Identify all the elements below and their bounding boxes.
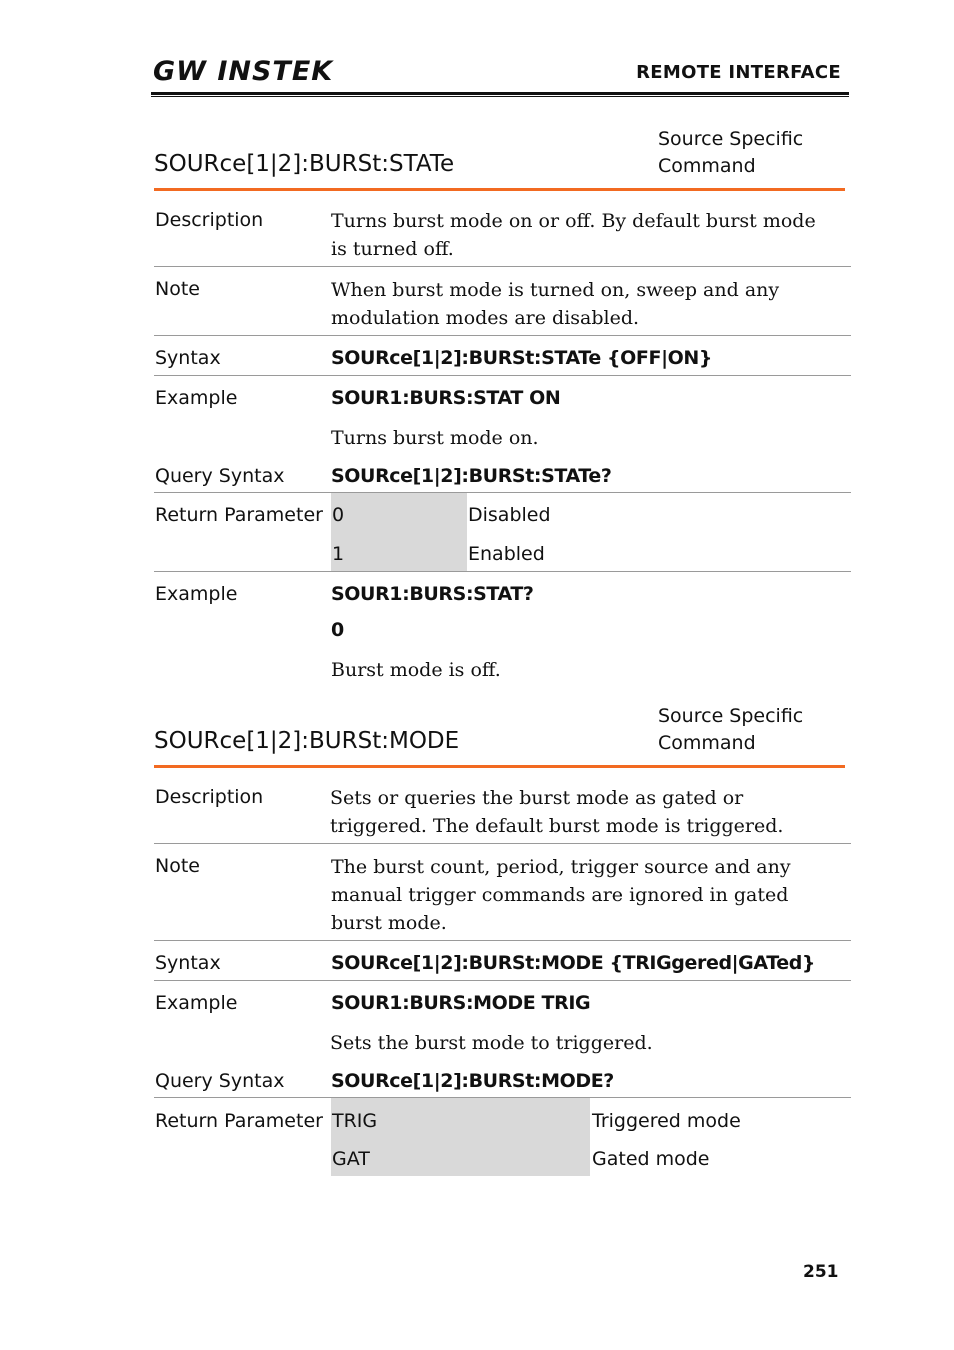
syntax-label: Syntax bbox=[155, 347, 221, 369]
note-line: manual trigger commands are ignored in gated bbox=[331, 884, 789, 906]
command-type bbox=[658, 703, 803, 757]
command-type-line1: Source Specific bbox=[658, 705, 804, 727]
example-return: 0 bbox=[331, 619, 344, 641]
return-parameter-label: Return Parameter bbox=[155, 504, 323, 526]
description-label: Description bbox=[155, 786, 264, 808]
return-value-column bbox=[331, 493, 467, 571]
return-value: TRIG bbox=[332, 1110, 378, 1132]
command-type-line2: Command bbox=[658, 155, 756, 177]
example-label: Example bbox=[155, 583, 238, 605]
row-divider bbox=[154, 375, 851, 376]
command-type bbox=[658, 126, 803, 180]
description-text bbox=[331, 207, 816, 263]
example-description: Sets the burst mode to triggered. bbox=[330, 1032, 653, 1054]
description-text bbox=[330, 784, 783, 840]
syntax-value: SOURce[1|2]:BURSt:MODE {TRIGgered|GATed} bbox=[331, 952, 816, 974]
note-line: burst mode. bbox=[331, 912, 447, 934]
note-line: When burst mode is turned on, sweep and any bbox=[331, 279, 780, 301]
example-label: Example bbox=[155, 387, 238, 409]
note-label: Note bbox=[155, 278, 200, 300]
syntax-label: Syntax bbox=[155, 952, 221, 974]
row-divider bbox=[154, 843, 851, 844]
command-title: SOURce[1|2]:BURSt:STATe bbox=[154, 151, 455, 177]
description-line: Sets or queries the burst mode as gated or bbox=[330, 787, 744, 809]
query-syntax-label: Query Syntax bbox=[155, 465, 285, 487]
row-divider bbox=[154, 492, 851, 493]
note-text bbox=[331, 276, 779, 332]
description-label: Description bbox=[155, 209, 264, 231]
example-description: Turns burst mode on. bbox=[331, 427, 539, 449]
return-parameter-label: Return Parameter bbox=[155, 1110, 323, 1132]
example-command: SOUR1:BURS:STAT? bbox=[331, 583, 534, 605]
query-syntax-value: SOURce[1|2]:BURSt:STATe? bbox=[331, 465, 612, 487]
description-line: Turns burst mode on or off. By default burst mode bbox=[331, 210, 816, 232]
example-description: Burst mode is off. bbox=[331, 659, 501, 681]
header-rule bbox=[151, 92, 849, 95]
return-value: GAT bbox=[332, 1148, 370, 1170]
query-syntax-label: Query Syntax bbox=[155, 1070, 285, 1092]
return-meaning: Gated mode bbox=[592, 1148, 710, 1170]
row-divider bbox=[154, 335, 851, 336]
row-divider bbox=[154, 940, 851, 941]
return-value: 1 bbox=[332, 543, 345, 565]
return-meaning: Triggered mode bbox=[592, 1110, 741, 1132]
return-meaning: Disabled bbox=[468, 504, 551, 526]
query-syntax-value: SOURce[1|2]:BURSt:MODE? bbox=[331, 1070, 614, 1092]
description-line: is turned off. bbox=[331, 238, 454, 260]
title-underline bbox=[154, 188, 845, 191]
return-meaning: Enabled bbox=[468, 543, 545, 565]
command-title: SOURce[1|2]:BURSt:MODE bbox=[154, 728, 460, 754]
brand-logo: GW INSTEK bbox=[153, 56, 334, 87]
section-title: REMOTE INTERFACE bbox=[636, 62, 841, 83]
command-type-line1: Source Specific bbox=[658, 128, 804, 150]
note-line: modulation modes are disabled. bbox=[331, 307, 640, 329]
row-divider bbox=[154, 980, 851, 981]
example-command: SOUR1:BURS:MODE TRIG bbox=[331, 992, 591, 1014]
description-line: triggered. The default burst mode is triggered. bbox=[330, 815, 784, 837]
header-rule-thin bbox=[151, 96, 849, 97]
page-number: 251 bbox=[803, 1262, 839, 1282]
example-label: Example bbox=[155, 992, 238, 1014]
row-divider bbox=[154, 266, 851, 267]
command-type-line2: Command bbox=[658, 732, 756, 754]
note-text bbox=[331, 853, 791, 937]
return-value: 0 bbox=[332, 504, 345, 526]
note-line: The burst count, period, trigger source and any bbox=[331, 856, 791, 878]
syntax-value: SOURce[1|2]:BURSt:STATe {OFF|ON} bbox=[331, 347, 712, 369]
title-underline bbox=[154, 765, 845, 768]
note-label: Note bbox=[155, 855, 200, 877]
example-command: SOUR1:BURS:STAT ON bbox=[331, 387, 561, 409]
row-divider bbox=[154, 571, 851, 572]
